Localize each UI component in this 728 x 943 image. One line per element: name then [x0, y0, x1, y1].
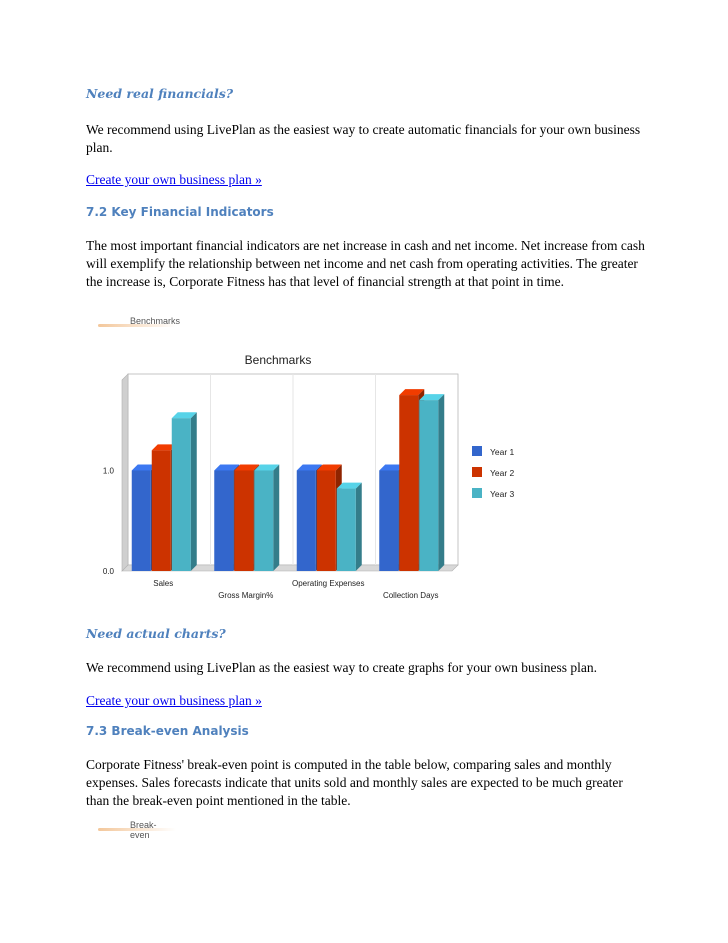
bar-side-face	[273, 464, 279, 571]
x-category-label: Collection Days	[382, 591, 439, 600]
bar	[234, 470, 253, 571]
promo-link-row-1	[86, 171, 646, 189]
chart-title: Benchmarks	[244, 353, 312, 367]
y-tick-label: 0.0	[102, 567, 114, 576]
bar	[419, 400, 438, 571]
legend-label: Year 3	[490, 489, 515, 499]
bar	[254, 470, 273, 571]
bar	[399, 395, 418, 571]
legend-swatch	[472, 488, 482, 498]
bar	[152, 450, 171, 571]
x-category-label: Gross Margin%	[218, 591, 274, 600]
bar	[337, 489, 356, 571]
bar	[214, 470, 233, 571]
legend-swatch	[472, 446, 482, 456]
section-heading-7-2: 7.2 Key Financial Indicators	[86, 205, 274, 219]
benchmarks-chart-svg	[86, 345, 646, 610]
promo-heading-charts: Need actual charts?	[86, 626, 226, 641]
bar-side-face	[438, 394, 444, 571]
tab-stub-label: Benchmarks	[130, 316, 181, 326]
y-tick-label: 1.0	[102, 466, 114, 476]
bar	[132, 470, 151, 571]
bar-side-face	[191, 412, 197, 571]
create-business-plan-link-2[interactable]: Create your own business plan »	[86, 693, 262, 708]
promo-link-row-2	[86, 692, 646, 710]
promo-heading-financials: Need real financials?	[86, 86, 234, 101]
bar	[317, 470, 336, 571]
legend-label: Year 2	[490, 468, 515, 478]
x-category-label: Operating Expenses	[292, 579, 365, 588]
plot-side-wall	[122, 374, 128, 571]
create-business-plan-link-1[interactable]: Create your own business plan »	[86, 172, 262, 187]
bar	[172, 418, 191, 571]
section-text-7-2: The most important financial indicators are net increase in cash and net income. Net increase from cash will exemplify the relationship between net income and net cash from operating activities. The greater the increase is, Corporate Fitness has that level of financial strength at that point in time.	[86, 238, 645, 289]
bar	[379, 470, 398, 571]
promo-text-charts: We recommend using LivePlan as the easiest way to create graphs for your own business plan.	[86, 660, 598, 675]
bar-side-face	[356, 483, 362, 571]
tab-stub-label: Break-even	[130, 820, 157, 840]
bar	[297, 470, 316, 571]
promo-text-financials: We recommend using LivePlan as the easiest way to create automatic financials for your own business plan.	[86, 122, 641, 155]
benchmarks-chart	[86, 345, 646, 610]
legend-swatch	[472, 467, 482, 477]
x-category-label: Sales	[153, 579, 174, 588]
section-text-7-3: Corporate Fitness' break-even point is computed in the table below, comparing sales and monthly expenses. Sales forecasts indicate that units sold and monthly sales are expected to be much greater than the break-even point mentioned in the table.	[86, 757, 623, 808]
legend-label: Year 1	[490, 447, 515, 457]
chart-tab-stub-2	[98, 820, 176, 840]
section-heading-7-3: 7.3 Break-even Analysis	[86, 724, 249, 738]
chart-tab-stub-1	[98, 316, 181, 328]
